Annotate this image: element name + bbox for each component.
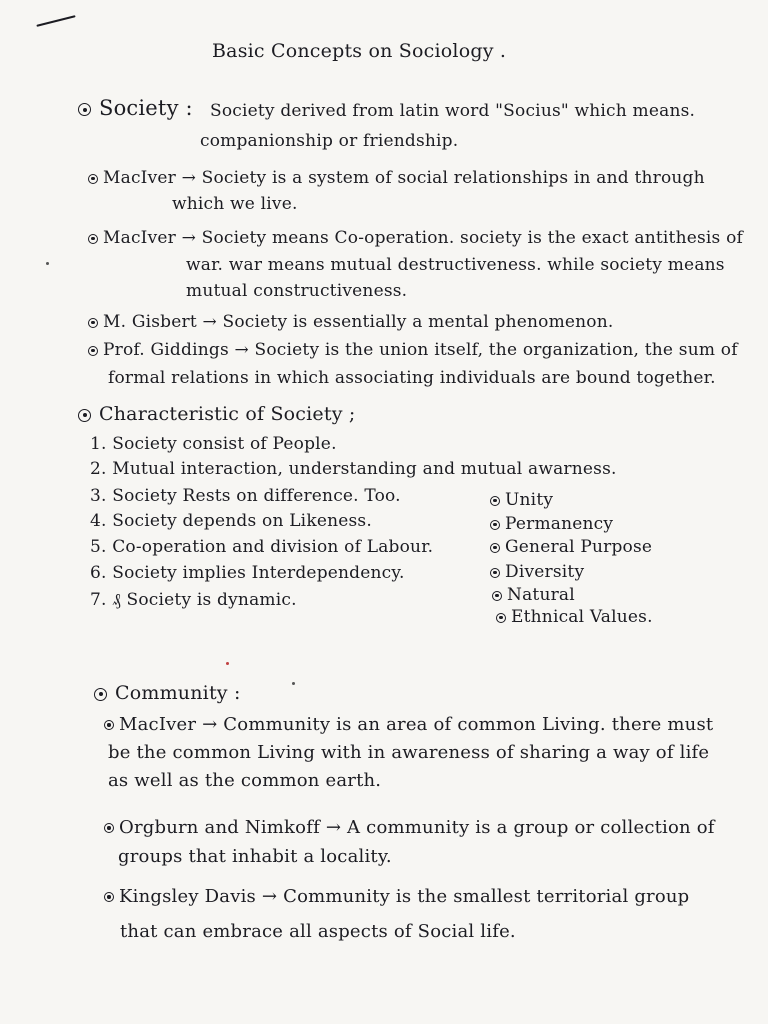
side-characteristic-item	[490, 490, 553, 510]
characteristic-item: 2. Mutual interaction, understanding and mutual awarness.	[90, 459, 617, 479]
quote-line	[104, 817, 715, 838]
quote-line	[104, 886, 689, 907]
ink-dot	[46, 262, 49, 265]
community-heading-text: Community :	[115, 682, 241, 704]
quote-line: groups that inhabit a locality.	[118, 846, 392, 867]
characteristic-item: 3. Society Rests on difference. Too.	[90, 486, 401, 506]
side-item-text: Diversity	[505, 562, 585, 582]
quote-line: that can embrace all aspects of Social life.	[120, 921, 516, 942]
side-item-text: Unity	[505, 490, 554, 510]
quote-line	[88, 340, 738, 360]
characteristic-item: 7. ₰ Society is dynamic.	[90, 590, 297, 610]
quote-line: which we live.	[172, 194, 298, 214]
circle-bullet-icon	[490, 568, 500, 578]
circle-bullet-icon	[78, 103, 91, 116]
circle-bullet-icon	[88, 346, 98, 356]
circle-bullet-icon	[94, 688, 107, 701]
quote-text: Prof. Giddings → Society is the union itself, the organization, the sum of	[103, 340, 738, 360]
quote-text: M. Gisbert → Society is essentially a mental phenomenon.	[103, 312, 614, 332]
community-heading	[94, 682, 241, 704]
society-definition-line: Society derived from latin word "Socius" which means.	[210, 101, 696, 121]
quote-line: formal relations in which associating individuals are bound together.	[108, 368, 716, 388]
circle-bullet-icon	[104, 823, 114, 833]
quote-text: MacIver → Society is a system of social relationships in and through	[103, 168, 705, 188]
characteristics-heading	[78, 403, 355, 425]
society-heading-text: Society :	[99, 96, 193, 120]
circle-bullet-icon	[104, 892, 114, 902]
society-heading	[78, 96, 193, 120]
side-characteristic-item	[490, 537, 652, 557]
circle-bullet-icon	[88, 234, 98, 244]
characteristic-item: 1. Society consist of People.	[90, 434, 337, 454]
pen-stroke-mark	[36, 15, 75, 27]
circle-bullet-icon	[88, 174, 98, 184]
circle-bullet-icon	[492, 591, 502, 601]
circle-bullet-icon	[490, 543, 500, 553]
quote-text: Orgburn and Nimkoff → A community is a group or collection of	[119, 817, 715, 838]
side-characteristic-item	[496, 607, 653, 627]
ink-dot	[292, 682, 295, 685]
quote-text: MacIver → Society means Co-operation. society is the exact antithesis of	[103, 228, 744, 248]
quote-text: MacIver → Community is an area of common Living. there must	[119, 714, 714, 735]
quote-line: war. war means mutual destructiveness. while society means	[186, 255, 725, 275]
quote-line: be the common Living with in awareness of sharing a way of life	[108, 742, 710, 763]
circle-bullet-icon	[490, 496, 500, 506]
page-title: Basic Concepts on Sociology .	[212, 40, 507, 62]
side-characteristic-item	[492, 585, 575, 605]
side-item-text: Permanency	[505, 514, 614, 534]
quote-line: as well as the common earth.	[108, 770, 382, 791]
characteristics-heading-text: Characteristic of Society ;	[99, 403, 356, 425]
circle-bullet-icon	[490, 520, 500, 530]
quote-line	[104, 714, 713, 735]
side-item-text: Natural	[507, 585, 575, 605]
quote-text: Kingsley Davis → Community is the smallest territorial group	[119, 886, 690, 907]
circle-bullet-icon	[88, 318, 98, 328]
quote-line	[88, 228, 743, 248]
quote-line	[88, 312, 613, 332]
side-characteristic-item	[490, 514, 613, 534]
ink-dot	[226, 662, 229, 665]
circle-bullet-icon	[104, 720, 114, 730]
society-definition-line: companionship or friendship.	[200, 131, 459, 151]
circle-bullet-icon	[496, 613, 506, 623]
side-characteristic-item	[490, 562, 584, 582]
characteristic-item: 6. Society implies Interdependency.	[90, 563, 405, 583]
circle-bullet-icon	[78, 409, 91, 422]
characteristic-item: 5. Co-operation and division of Labour.	[90, 537, 434, 557]
quote-line: mutual constructiveness.	[186, 281, 408, 301]
quote-line	[88, 168, 705, 188]
characteristic-item: 4. Society depends on Likeness.	[90, 511, 372, 531]
side-item-text: Ethnical Values.	[511, 607, 653, 627]
side-item-text: General Purpose	[505, 537, 653, 557]
